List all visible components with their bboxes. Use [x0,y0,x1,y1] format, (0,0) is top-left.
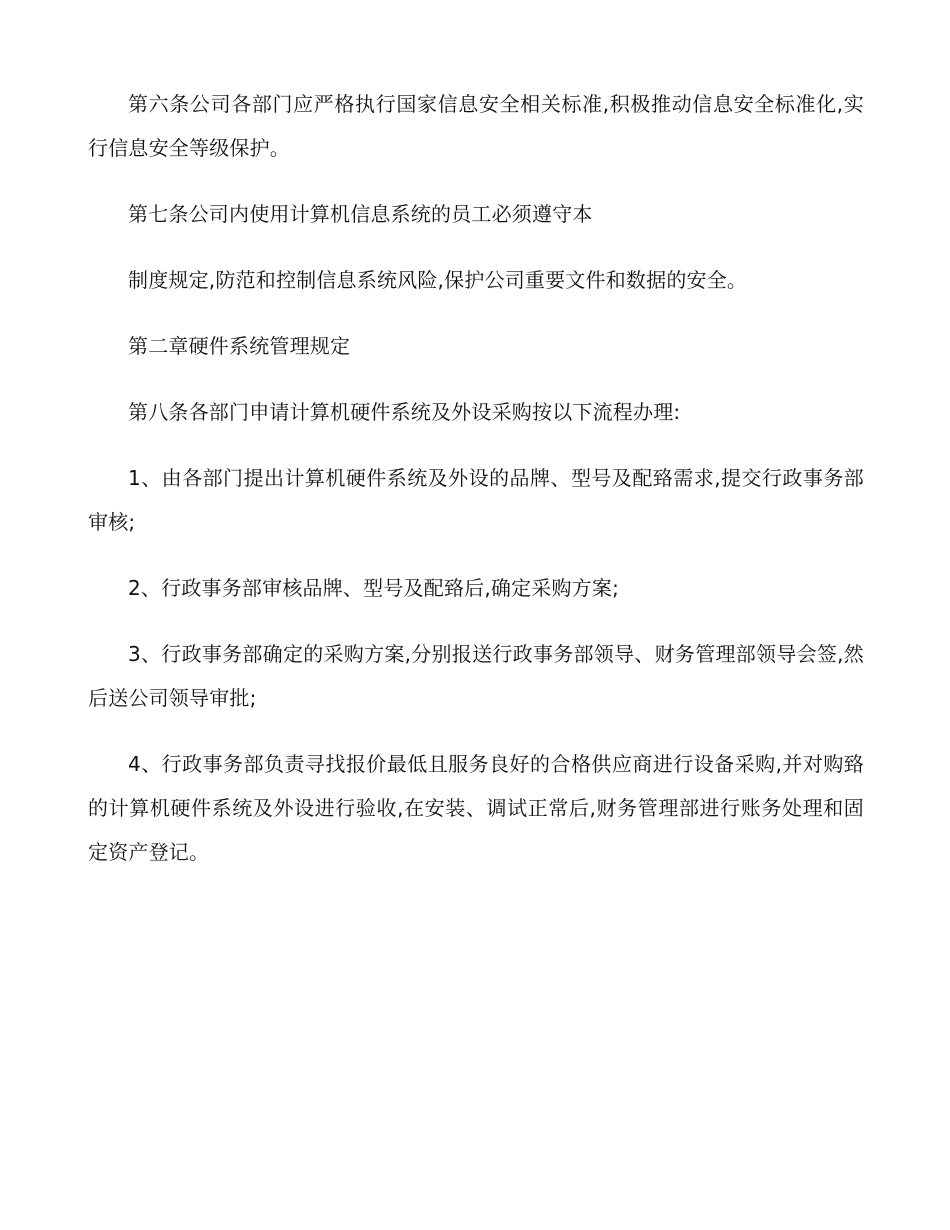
list-item-step-4: 4、行政事务部负责寻找报价最低且服务良好的合格供应商进行设备采购,并对购臵的计算机硬件系统及外设进行验收,在安装、调试正常后,财务管理部进行账务处理和固定资产登记。 [88,752,864,864]
paragraph-article-7-continued: 制度规定,防范和控制信息系统风险,保护公司重要文件和数据的安全。 [128,268,748,292]
document-body [88,82,864,896]
list-item-step-2: 2、行政事务部审核品牌、型号及配臵后,确定采购方案; [128,576,620,600]
list-item-step-1: 1、由各部门提出计算机硬件系统及外设的品牌、型号及配臵需求,提交行政事务部审核; [88,466,864,534]
paragraph-article-6: 第六条公司各部门应严格执行国家信息安全相关标准,积极推动信息安全标准化,实行信息安全等级保护。 [88,92,864,160]
chapter-heading: 第二章硬件系统管理规定 [128,334,351,358]
paragraph-article-8: 第八条各部门申请计算机硬件系统及外设采购按以下流程办理: [128,400,681,424]
paragraph-article-7: 第七条公司内使用计算机信息系统的员工必须遵守本 [128,202,593,226]
list-item-step-3: 3、行政事务部确定的采购方案,分别报送行政事务部领导、财务管理部领导会签,然后送公司领导审批; [88,642,864,710]
